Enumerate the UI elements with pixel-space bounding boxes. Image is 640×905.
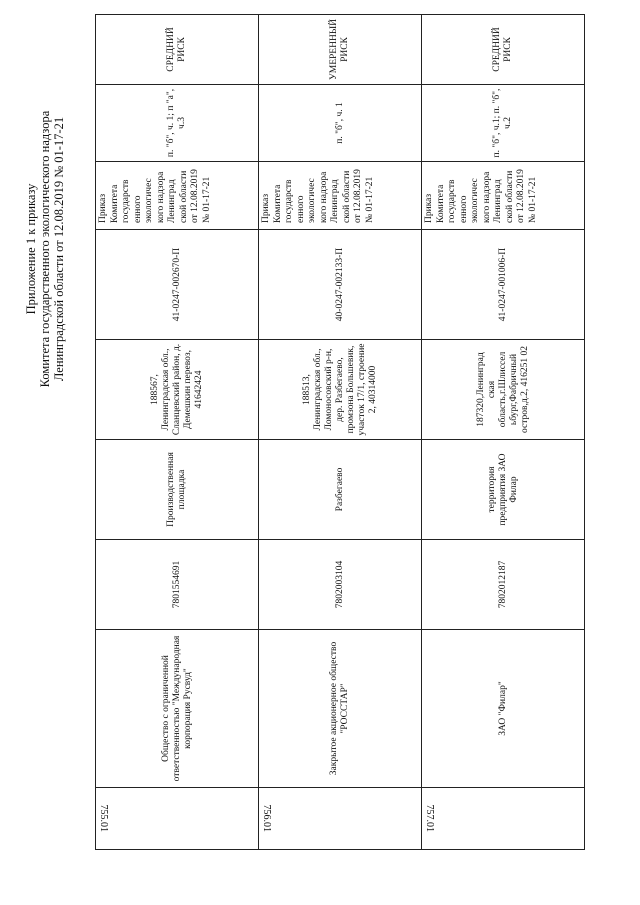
object-address: 188513, Ленинградская обл., Ломоносовский р-н, дер. Разбегаево, промзона Большевик, участок 17/1, строение 2, 40314000	[259, 340, 422, 440]
order-reference: Приказ Комитета государств енного экологичес кого надзора Ленинград ской области от 12.08.2019 № 01-17-21	[96, 162, 259, 230]
appendix-header	[24, 39, 66, 459]
object-code: 40-0247-002133-П	[259, 230, 422, 340]
registry-table	[95, 14, 585, 850]
row-number-cell	[96, 788, 259, 850]
row-number-cell	[422, 788, 585, 850]
row-number-cell	[259, 788, 422, 850]
row-number: 755.01	[98, 804, 109, 833]
object-name: территория предприятия ЗАО Филар	[422, 440, 585, 540]
criteria-cell: п. "б", ч. 1; п "а", ч.3	[96, 85, 259, 162]
object-address: 187320,Ленинград ская область,г.Шлиссел ьбург,Фабричный остров,д.2, 416251 02	[422, 340, 585, 440]
object-code: 41-0247-001006-П	[422, 230, 585, 340]
object-code: 41-0247-002670-П	[96, 230, 259, 340]
table-row	[422, 15, 585, 850]
object-name: Производственная площадка	[96, 440, 259, 540]
table-row	[259, 15, 422, 850]
row-number: 756.01	[261, 804, 272, 833]
object-name: Разбегаево	[259, 440, 422, 540]
order-reference: Приказ Комитета государств енного экологичес кого надзора Ленинград ской области от 12.08.2019 № 01-17-21	[259, 162, 422, 230]
header-line-3: Ленинградской области от 12.08.2019 № 01-17-21	[52, 116, 66, 382]
header-line-1: Приложение 1 к приказу	[24, 183, 38, 315]
inn-cell: 7802003104	[259, 540, 422, 630]
header-line-2: Комитета государственного экологического надзора	[38, 110, 52, 388]
risk-category: СРЕДНИЙ РИСК	[422, 15, 585, 85]
table-row	[96, 15, 259, 850]
criteria-cell: п. "б", ч. 1	[259, 85, 422, 162]
row-number: 757.01	[424, 804, 435, 833]
organization-name: Общество с ограниченной ответственностью "Международная корпорация Русвуд"	[96, 630, 259, 788]
risk-category: УМЕРЕННЫЙ РИСК	[259, 15, 422, 85]
inn-cell: 7801554691	[96, 540, 259, 630]
organization-name: ЗАО "Филар"	[422, 630, 585, 788]
organization-name: Закрытое акционерное общество "РОССТАР"	[259, 630, 422, 788]
criteria-cell: п. "б", ч.1; п. "б", ч.2	[422, 85, 585, 162]
order-reference: Приказ Комитета государств енного экологичес кого надзора Ленинград ской области от 12.08.2019 № 01-17-21	[422, 162, 585, 230]
object-address: 188567, Ленинградская обл., Сланцевский район, д. Демешкин перевоз, 41642424	[96, 340, 259, 440]
risk-category: СРЕДНИЙ РИСК	[96, 15, 259, 85]
inn-cell: 7802012187	[422, 540, 585, 630]
